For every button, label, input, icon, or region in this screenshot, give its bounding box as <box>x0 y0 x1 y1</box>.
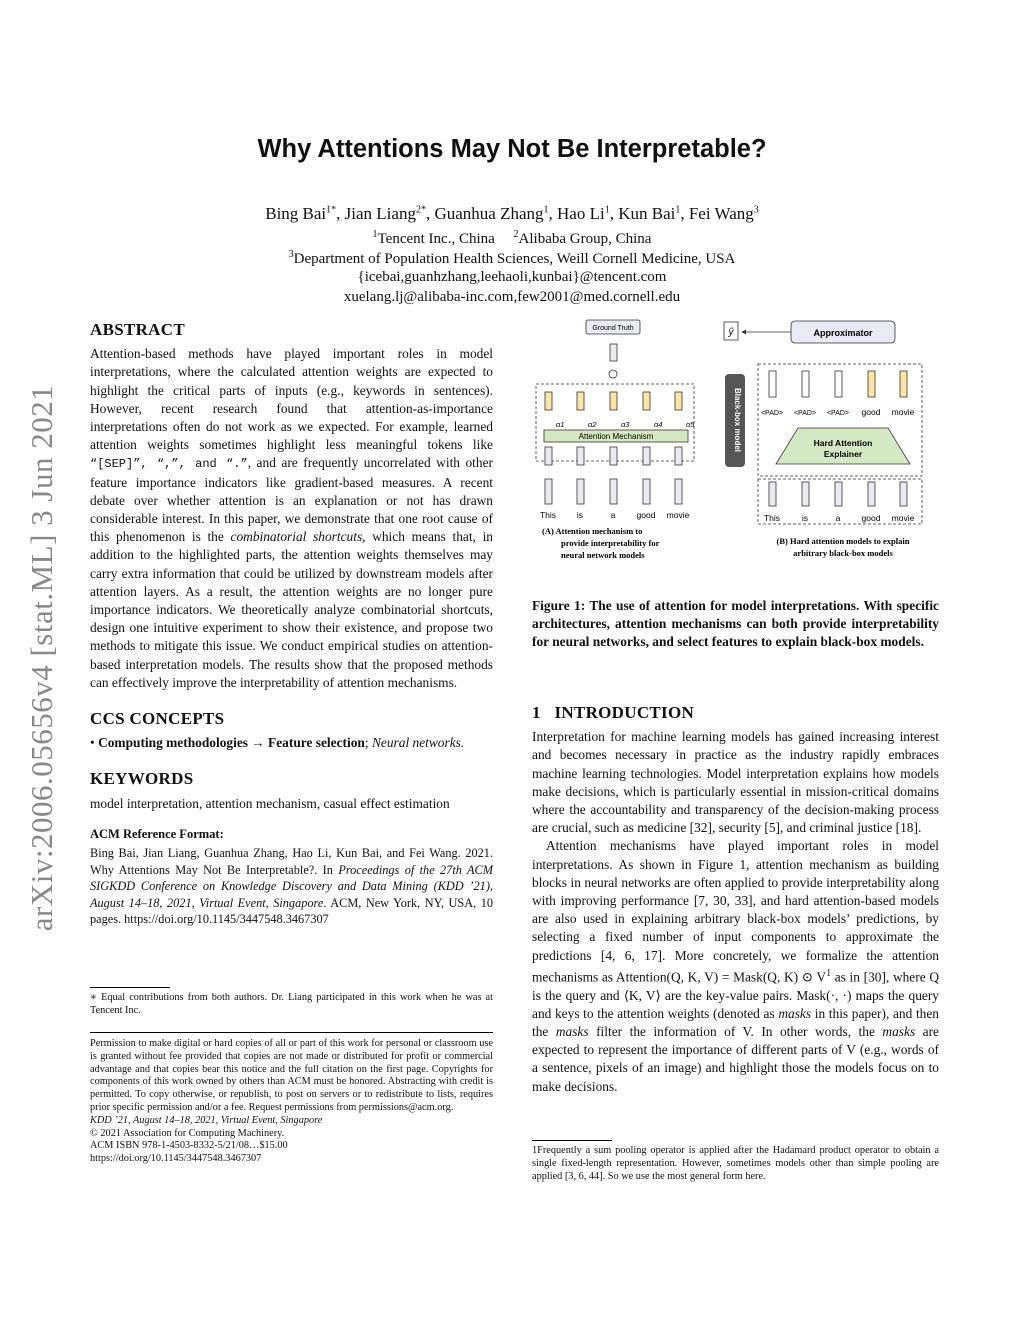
intro-part: as in [30], where Q is the query and ⟨K, V⟩ are the key-value pairs. Mask(·, ·) maps the query and keys to the attention weights (denoted as <box>532 969 939 1021</box>
selected-token: good <box>861 407 881 417</box>
author-mark: 1 <box>675 204 681 216</box>
affil-mark: 2 <box>513 229 519 240</box>
author-mark: 2* <box>415 204 426 216</box>
intro-p2 <box>532 837 939 1095</box>
black-box-label: Black-box model <box>733 387 742 453</box>
acm-ref-venue: Proceedings of the 27th ACM SIGKDD Conference on Knowledge Discovery and Data Mining (KDD ’21), August 14–18, 2021, Virtual Event, Singapore <box>90 862 493 910</box>
token: is <box>576 510 584 520</box>
affil-mark: 1 <box>372 229 378 240</box>
abstract-part: Attention-based methods have played important roles in model interpretations, where the calculated attention weights are expected to highlight the critical parts of inputs (e.g., keywords in sentences). However, recent research found that attention-as-importance interpretations often do not work as we expected. For example, learned attention weights sometimes highlight less meaningful tokens like <box>90 346 493 453</box>
intro-part: in this paper), and then the <box>532 1005 939 1039</box>
affiliation-line-2 <box>0 249 1024 268</box>
intro-part: Attention mechanisms have played important roles in model interpretations. As shown in Figure 1, attention mechanism as building blocks in neural networks are often applied to provide interpretability along with improving performance [7, 30, 33], and hard attention-based models are also used in explaining arbitrary black-box models’ predictions, by selecting a fixed number of input components to approximate the predictions [4, 6, 17]. More concretely, we formalize the attention mechanisms as Attention(Q, K, V) = Mask(Q, K) ⊙ V <box>532 838 939 985</box>
permission-conf: KDD ’21, August 14–18, 2021, Virtual Event, Singapore <box>90 1114 323 1126</box>
sum-node <box>609 370 617 378</box>
explainer-label: Explainer <box>823 449 863 459</box>
arxiv-stamp <box>14 364 70 952</box>
permission-block <box>90 1038 493 1166</box>
token: movie <box>666 510 690 520</box>
ccs-sep: ; <box>364 735 369 751</box>
selected-token: movie <box>891 407 915 417</box>
left-column <box>90 321 493 928</box>
permission-text: Permission to make digital or hard copies of all or part of this work for personal or classroom use is granted without fee provided that copies are not made or distributed for profit or commercial advantage and that copies bear this notice and the full citation on the first page. Copyrights for components of this work owned by others than ACM must be honored. Abstracting with credit is permitted. To copy otherwise, or republish, to post on servers or to redistribute to lists, requires prior specific permission and/or a fee. Request permissions from permissions@acm.org. <box>90 1038 493 1113</box>
author: Guanhua Zhang <box>434 204 544 223</box>
abstract-part: , which means that, in addition to the highlighted parts, the attention weights themselves may carry extra information that could be utilized by downstream models after attention layers. As a result, the attention weights are no longer pure importance indicators. We theoretically analyze combinatorial shortcuts, design one intuitive experiment to show their existence, and propose two methods to mitigate this issue. We conduct empirical studies on attention-based interpretation models. The results show that the proposed methods can effectively improve the interpretability of attention mechanisms. <box>90 529 493 690</box>
keywords-heading: KEYWORDS <box>90 769 194 789</box>
token: good <box>861 513 881 523</box>
right-column <box>532 704 939 1096</box>
masks-term: masks <box>778 1005 812 1021</box>
alpha-1: α1 <box>556 420 565 429</box>
acm-ref-heading: ACM Reference Format: <box>90 826 224 841</box>
author-mark: 3 <box>753 204 759 216</box>
token: a <box>610 510 616 520</box>
permission-copyright: © 2021 Association for Computing Machinery. <box>90 1127 285 1139</box>
token: This <box>539 510 557 520</box>
hard-attention-label: Hard Attention <box>813 438 873 448</box>
author: Fei Wang <box>688 204 754 223</box>
alpha-4: α4 <box>654 420 663 429</box>
output-vector <box>610 344 617 361</box>
footnote-rule <box>90 987 170 988</box>
bullet: • <box>90 735 95 751</box>
right-tokens <box>764 513 915 523</box>
masks-term: masks <box>555 1023 589 1039</box>
author-list: Bing Bai$^{1*}$, Jian Liang$^{2*}$, Guanhua Zhang$^1$, Hao Li$^1$, Kun Bai$^1$, Fei Wang$^3$ <box>265 204 759 223</box>
affil-cornell: Department of Population Health Sciences, Weill Cornell Medicine, USA <box>293 251 736 267</box>
alpha-labels <box>556 420 695 429</box>
alpha-2: α2 <box>588 420 597 429</box>
caption-b <box>777 536 910 558</box>
abstract-tokens: “[SEP]”, “,”, and “.” <box>90 457 248 472</box>
paper-title: Why Attentions May Not Be Interpretable? <box>257 135 767 163</box>
caption-a-line: neural network models <box>561 550 645 560</box>
caption-a-line: provide interpretability for <box>561 538 660 548</box>
intro-p1: Interpretation for machine learning models has gained increasing interest and becomes necessary in practice as the industry rapidly embraces machine learning technologies. Model interpretation explains how models make decisions, which is particularly essential in mission-critical domains where the accountability and transparency of the decision-making process are crucial, such as medicine [32], security [5], and criminal justice [18]. <box>532 729 939 836</box>
pad-token: <PAD> <box>793 410 817 417</box>
caption-a <box>542 526 660 560</box>
footnote1-rule <box>532 1140 612 1141</box>
permission-isbn: ACM ISBN 978-1-4503-8332-5/21/08…$15.00 <box>90 1140 288 1152</box>
token: a <box>835 513 841 523</box>
footnote-equal: ∗ Equal contributions from both authors. Dr. Liang participated in this work when he was at Tencent Inc. <box>90 992 493 1016</box>
caption-b-line: arbitrary black-box models <box>793 548 893 558</box>
masks-term: masks <box>882 1023 916 1039</box>
right-top-stack <box>769 371 907 397</box>
acm-ref-part: . ACM, New York, NY, USA, 10 pages. https://doi.org/10.1145/3447548.3467307 <box>90 895 494 927</box>
acm-ref-part: Bing Bai, Jian Liang, Guanhua Zhang, Hao Li, Kun Bai, and Fei Wang. 2021. Why Attentions May Not Be Interpretable?. In <box>90 846 493 877</box>
figure-1 <box>532 316 942 592</box>
footnote-1: 1Frequently a sum pooling operator is applied after the Hadamard product operator to obtain a single fixed-length representation. However, sometimes models other than simple pooling are applied [3, 6, 44]. So we use the most general form here. <box>532 1145 939 1182</box>
token: good <box>636 510 656 520</box>
pad-token: <PAD> <box>826 410 850 417</box>
permission-rule <box>90 1032 493 1033</box>
y-hat: ŷ <box>728 327 734 338</box>
author: Hao Li <box>557 204 605 223</box>
author: Bing Bai <box>265 204 327 223</box>
affil-tencent: Tencent Inc., China <box>377 231 495 247</box>
emails-1: {icebai,guanhzhang,leehaoli,kunbai}@tencent.com <box>357 269 667 285</box>
affil-mark: 3 <box>288 249 294 260</box>
token: This <box>763 513 781 523</box>
arxiv-id: arXiv:2006.05656v4 [stat.ML] 3 Jun 2021 <box>24 384 59 932</box>
left-tokens <box>540 510 690 520</box>
token: movie <box>891 513 915 523</box>
keywords-text: model interpretation, attention mechanism, casual effect estimation <box>90 795 450 811</box>
alpha-3: α3 <box>621 420 630 429</box>
footnote-ref: 1 <box>826 967 832 979</box>
author: Jian Liang <box>344 204 416 223</box>
ccs-heading: CCS CONCEPTS <box>90 709 225 729</box>
caption-a-label: (A) <box>542 526 554 536</box>
abstract-part: , and are frequently uncorrelated with other feature importance indicators like gradient-based measures. A recent debate over whether attention is an explanation or not has drawn considerable interest. In this paper, we demonstrate that one root cause of this phenomenon is the <box>90 455 494 545</box>
token: is <box>801 513 809 523</box>
ground-truth-label: Ground Truth <box>592 325 634 332</box>
permission-doi[interactable]: https://doi.org/10.1145/3447548.3467307 <box>90 1153 262 1165</box>
acm-ref-text <box>90 845 493 928</box>
author-mark: 1* <box>326 204 337 216</box>
ccs-primary: Computing methodologies → Feature selection <box>98 735 365 751</box>
figure-caption: Figure 1: The use of attention for model interpretations. With specific architectures, attention mechanisms can both provide interpretability for neural networks, and select features to explain black-box models. <box>532 598 939 650</box>
abstract-heading: ABSTRACT <box>90 320 185 339</box>
caption-a-line: Attention mechanism to <box>555 526 643 536</box>
attention-mechanism-label: Attention Mechanism <box>578 432 654 441</box>
ccs-secondary: Neural networks. <box>371 735 465 751</box>
intro-part: filter the information of V. In other words, the <box>588 1023 875 1039</box>
caption-b-line: (B) Hard attention models to explain <box>776 536 910 546</box>
alpha-5: α5 <box>686 420 695 429</box>
affil-alibaba: Alibaba Group, China <box>518 231 652 247</box>
affiliation-line-1 <box>0 229 1024 248</box>
author: Kun Bai <box>618 204 676 223</box>
abstract-emphasis: combinatorial shortcuts <box>230 529 363 545</box>
ccs-text <box>90 734 493 752</box>
emails-2: xuelang.lj@alibaba-inc.com,few2001@med.cornell.edu <box>343 289 681 305</box>
right-bottom-stack <box>769 482 907 506</box>
approximator-label: Approximator <box>813 328 873 338</box>
abstract-text <box>90 345 493 692</box>
left-token-stack <box>545 392 682 504</box>
intro-heading: 1 INTRODUCTION <box>532 703 695 722</box>
pad-token: <PAD> <box>760 410 784 417</box>
svg-text:(A) Attention mechanism to <box>542 526 642 536</box>
intro-part: are expected to represent the importance of different parts of V (e.g., words of a sentence, pixels of an image) and highlight those the models focus on to make decisions. <box>532 1023 939 1094</box>
right-top-tokens <box>761 407 915 417</box>
author-mark: 1 <box>543 204 549 216</box>
author-mark: 1 <box>604 204 610 216</box>
